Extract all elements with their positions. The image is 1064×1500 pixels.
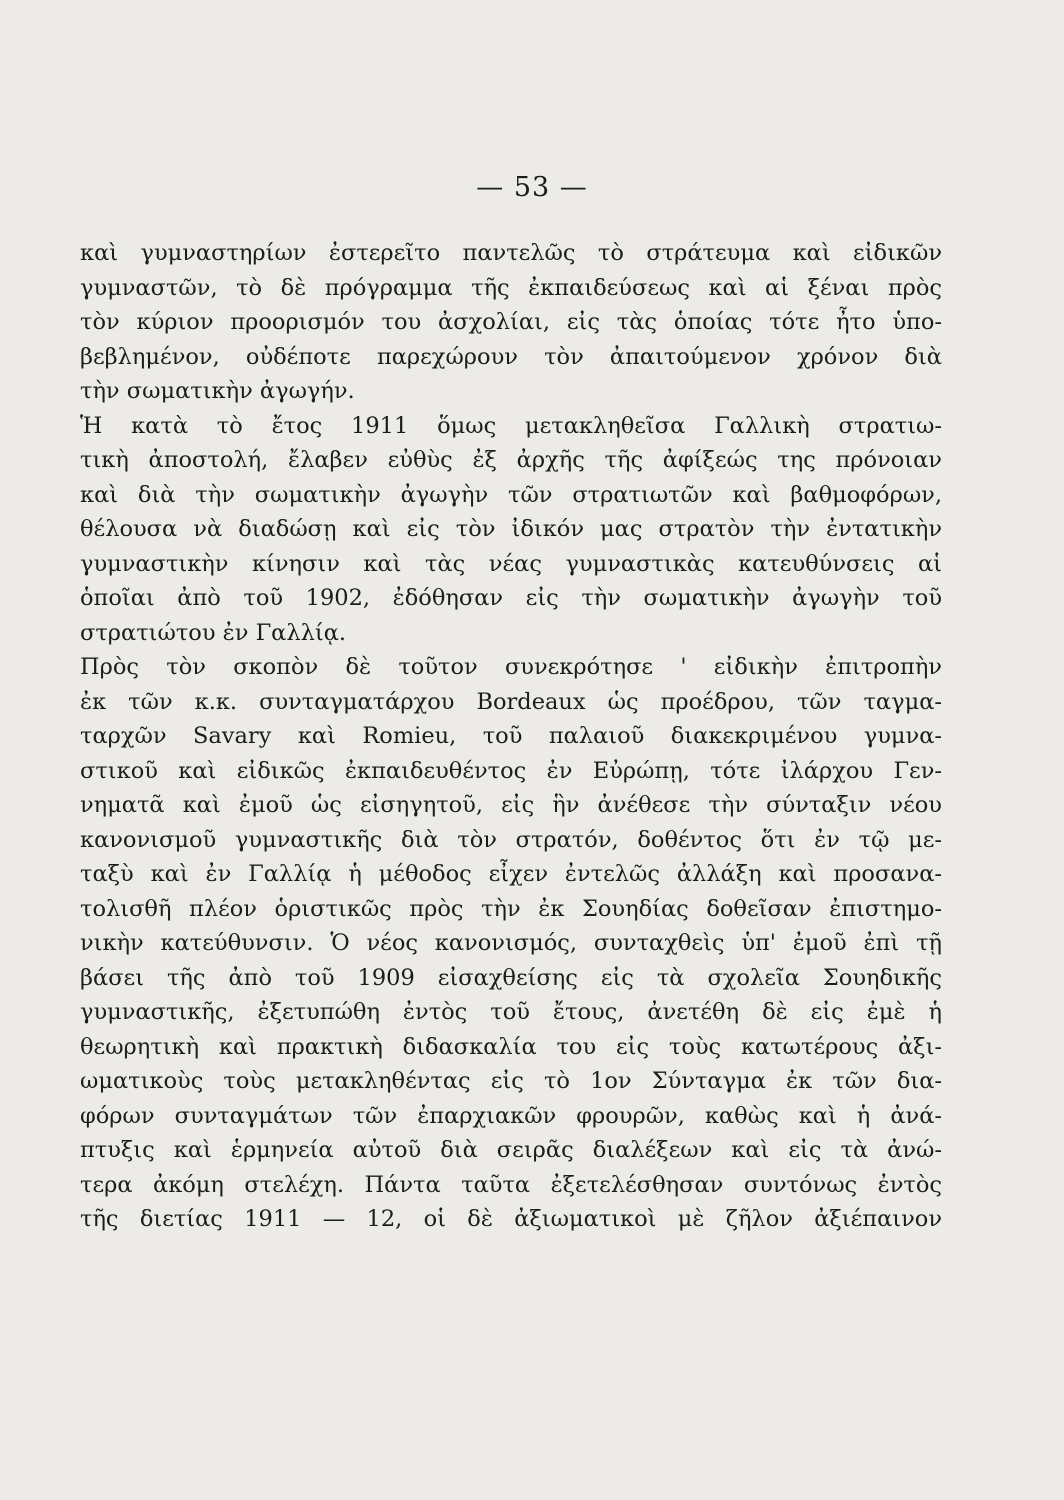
- text-line: ἐκ τῶν κ.κ. συνταγματάρχου Bordeaux ὡς προέδρου, τῶν ταγμα-: [80, 688, 942, 715]
- text-line: γυμναστικὴν κίνησιν καὶ τὰς νέας γυμναστικὰς κατευθύνσεις αἱ: [80, 550, 942, 577]
- text-line: τικὴ ἀποστολή, ἔλαβεν εὐθὺς ἐξ ἀρχῆς τῆς ἀφίξεώς της πρόνοιαν: [80, 447, 942, 473]
- text-line: τολισθῆ πλέον ὁριστικῶς πρὸς τὴν ἐκ Σουηδίας δοθεῖσαν ἐπιστημο-: [80, 895, 942, 922]
- text-line: στικοῦ καὶ εἰδικῶς ἐκπαιδευθέντος ἐν Εὐρώπῃ, τότε ἰλάρχου Γεν-: [80, 757, 942, 784]
- text-line: Ἡ κατὰ τὸ ἔτος 1911 ὅμως μετακληθεῖσα Γαλλικὴ στρατιω-: [80, 412, 942, 439]
- text-line: τὴν σωματικὴν ἀγωγήν.: [80, 378, 355, 404]
- text-line: γυμναστῶν, τὸ δὲ πρόγραμμα τῆς ἐκπαιδεύσεως καὶ αἱ ξέναι πρὸς: [80, 274, 942, 301]
- text-line: Πρὸς τὸν σκοπὸν δὲ τοῦτον συνεκρότησε ' εἰδικὴν ἐπιτροπὴν: [80, 654, 942, 680]
- text-line: καὶ διὰ τὴν σωματικὴν ἀγωγὴν τῶν στρατιωτῶν καὶ βαθμοφόρων,: [80, 481, 942, 508]
- text-line: κανονισμοῦ γυμναστικῆς διὰ τὸν στρατόν, δοθέντος ὅτι ἐν τῷ με-: [80, 826, 942, 853]
- text-line: τῆς διετίας 1911 — 12, οἱ δὲ ἀξιωματικοὶ μὲ ζῆλον ἀξιέπαινον: [80, 1206, 942, 1232]
- text-line: στρατιώτου ἐν Γαλλίᾳ.: [80, 619, 347, 646]
- text-line: ταξὺ καὶ ἐν Γαλλίᾳ ἡ μέθοδος εἶχεν ἐντελῶς ἀλλάξη καὶ προσανα-: [80, 861, 942, 887]
- text-line: πτυξις καὶ ἑρμηνεία αὐτοῦ διὰ σειρᾶς διαλέξεων καὶ εἰς τὰ ἀνώ-: [80, 1137, 942, 1163]
- text-line: φόρων συνταγμάτων τῶν ἐπαρχιακῶν φρουρῶν, καθὼς καὶ ἡ ἀνά-: [80, 1102, 942, 1129]
- body-text: [80, 236, 942, 1237]
- text-line: βεβλημένον, οὐδέποτε παρεχώρουν τὸν ἀπαιτούμενον χρόνον διὰ: [80, 343, 942, 370]
- text-line: θέλουσα νὰ διαδώσῃ καὶ εἰς τὸν ἰδικόν μας στρατὸν τὴν ἐντατικὴν: [80, 516, 942, 542]
- page-number: — 53 —: [476, 172, 588, 203]
- text-line: βάσει τῆς ἀπὸ τοῦ 1909 εἰσαχθείσης εἰς τὰ σχολεῖα Σουηδικῆς: [80, 964, 942, 991]
- text-line: ωματικοὺς τοὺς μετακληθέντας εἰς τὸ 1ον Σύνταγμα ἐκ τῶν δια-: [80, 1068, 942, 1094]
- text-line: ὁποῖαι ἀπὸ τοῦ 1902, ἐδόθησαν εἰς τὴν σωματικὴν ἀγωγὴν τοῦ: [80, 585, 942, 611]
- text-line: νηματᾶ καὶ ἐμοῦ ὡς εἰσηγητοῦ, εἰς ἣν ἀνέθεσε τὴν σύνταξιν νέου: [80, 792, 942, 818]
- text-line: νικὴν κατεύθυνσιν. Ὁ νέος κανονισμός, συνταχθεὶς ὑπ' ἐμοῦ ἐπὶ τῇ: [80, 930, 942, 956]
- text-line: καὶ γυμναστηρίων ἐστερεῖτο παντελῶς τὸ στράτευμα καὶ εἰδικῶν: [80, 240, 942, 266]
- text-line: γυμναστικῆς, ἐξετυπώθη ἐντὸς τοῦ ἔτους, ἀνετέθη δὲ εἰς ἐμὲ ἡ: [80, 999, 942, 1025]
- text-line: ταρχῶν Savary καὶ Romieu, τοῦ παλαιοῦ διακεκριμένου γυμνα-: [80, 723, 942, 749]
- text-line: θεωρητικὴ καὶ πρακτικὴ διδασκαλία του εἰς τοὺς κατωτέρους ἀξι-: [80, 1033, 942, 1060]
- text-line: τὸν κύριον προορισμόν του ἀσχολίαι, εἰς τὰς ὁποίας τότε ἦτο ὑπο-: [80, 309, 942, 335]
- text-line: τερα ἀκόμη στελέχη. Πάντα ταῦτα ἐξετελέσθησαν συντόνως ἐντὸς: [80, 1171, 942, 1198]
